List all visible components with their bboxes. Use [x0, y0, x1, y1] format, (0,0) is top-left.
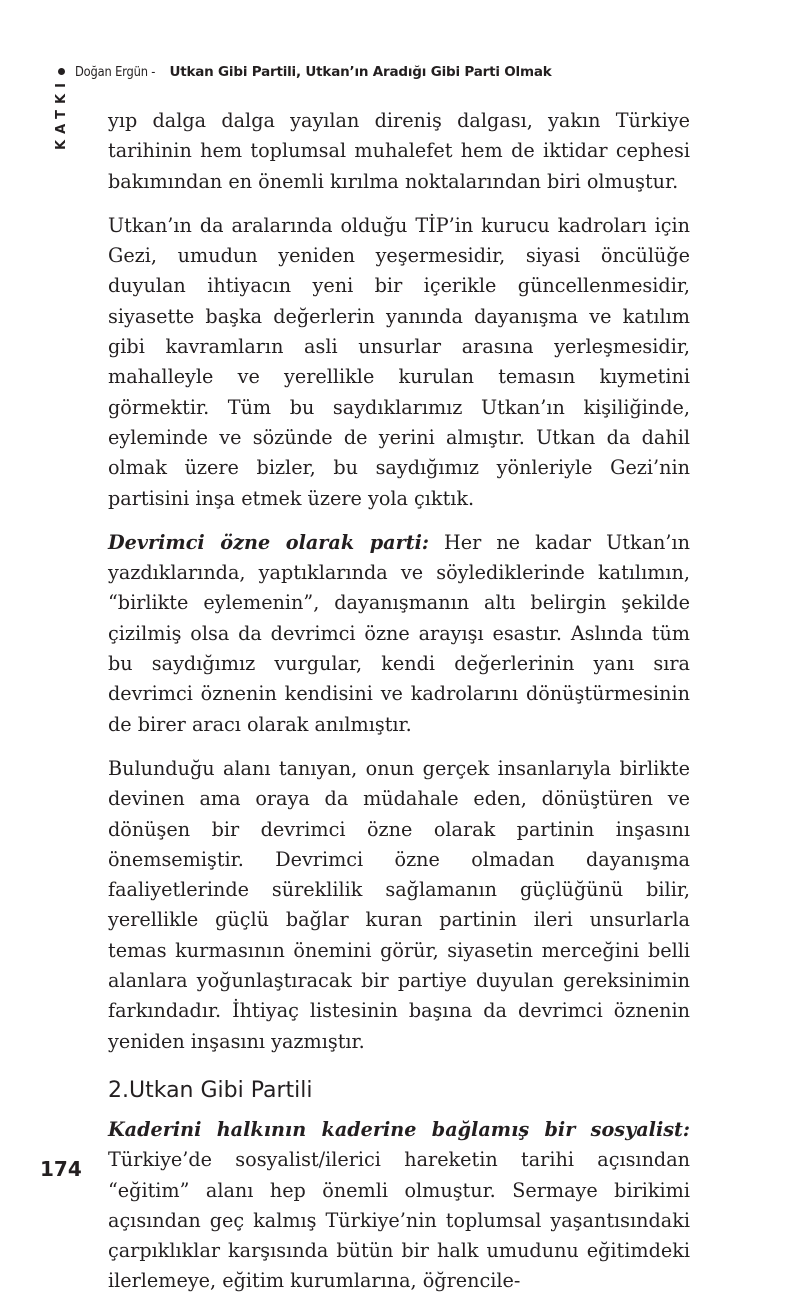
- paragraph-text: Türkiye’de sosyalist/ilerici hareketin tarihi açısından “eğitim” alanı hep önemli olmuştur. Sermaye birikimi açısından geç kalmış Türkiye’nin toplumsal yaşantısındaki çarpıklıklar karşısında bütün bir halk umudunu eğitimdeki ilerlemeye, eğitim kurumlarına, öğrencile-: [108, 1148, 690, 1293]
- paragraph: [108, 211, 690, 514]
- paragraph-lead: Kaderini halkının kaderine bağlamış bir sosyalist:: [108, 1117, 690, 1141]
- bullet-icon: [58, 68, 65, 75]
- running-header: [58, 64, 552, 80]
- header-title: Utkan Gibi Partili, Utkan’ın Aradığı Gibi Parti Olmak: [169, 64, 552, 80]
- paragraph-text: yıp dalga dalga yayılan direniş dalgası, yakın Türkiye tarihinin hem toplumsal muhalefet hem de iktidar cephesi bakımından en önemli kırılma noktalarından biri olmuştur.: [108, 109, 690, 193]
- paragraph-text: Bulunduğu alanı tanıyan, onun gerçek insanlarıyla birlikte devinen ama oraya da müdahale eden, dönüştüren ve dönüşen bir devrimci özne olarak partinin inşasını önemsemiştir. Devrimci özne olmadan dayanışma faaliyetlerinde süreklilik sağlamanın güçlüğünü bilir, yerellikle güçlü bağlar kuran partinin ileri unsurlarla temas kurmasının önemini görür, siyasetin merceğini belli alanlara yoğunlaştıracak bir partiye duyulan gereksinimin farkındadır. İhtiyaç listesinin başına da devrimci öznenin yeniden inşasını yazmıştır.: [108, 756, 690, 1053]
- paragraph: [108, 528, 690, 740]
- paragraph-text: Utkan’ın da aralarında olduğu TİP’in kurucu kadroları için Gezi, umudun yeniden yeşermesidir, siyasi öncülüğe duyulan ihtiyacın yeni bir içerikle güncellenmesidir, siyasette başka değerlerin yanında dayanışma ve katılım gibi kavramların asli unsurlar arasına yerleşmesidir, mahalleyle ve yerellikle kurulan temasın kıymetini görmektir. Tüm bu saydıklarımız Utkan’ın kişiliğinde, eyleminde ve sözünde de yerini almıştır. Utkan da dahil olmak üzere bizler, bu saydığımız yönleriyle Gezi’nin partisini inşa etmek üzere yola çıktık.: [108, 213, 690, 510]
- section-heading: 2.Utkan Gibi Partili: [108, 1077, 313, 1103]
- body-text: [108, 106, 690, 1311]
- paragraph: [108, 754, 690, 1057]
- paragraph: [108, 106, 690, 197]
- page-number: 174: [40, 1157, 82, 1181]
- paragraph-lead: Devrimci özne olarak parti:: [108, 530, 429, 554]
- paragraph-text: Her ne kadar Utkan’ın yazdıklarında, yaptıklarında ve söylediklerinde katılımın, “birlikte eylemenin”, dayanışmanın altı belirgin şekilde çizilmiş olsa da devrimci özne arayışı esastır. Aslında tüm bu saydığımız vurgular, kendi değerlerinin yanı sıra devrimci öznenin kendisini ve kadrolarını dönüştürmesinin de birer aracı olarak anılmıştır.: [108, 530, 691, 736]
- paragraph: [108, 1115, 690, 1297]
- header-author: Doğan Ergün -: [75, 64, 156, 80]
- section-side-label: KATKI: [54, 77, 69, 150]
